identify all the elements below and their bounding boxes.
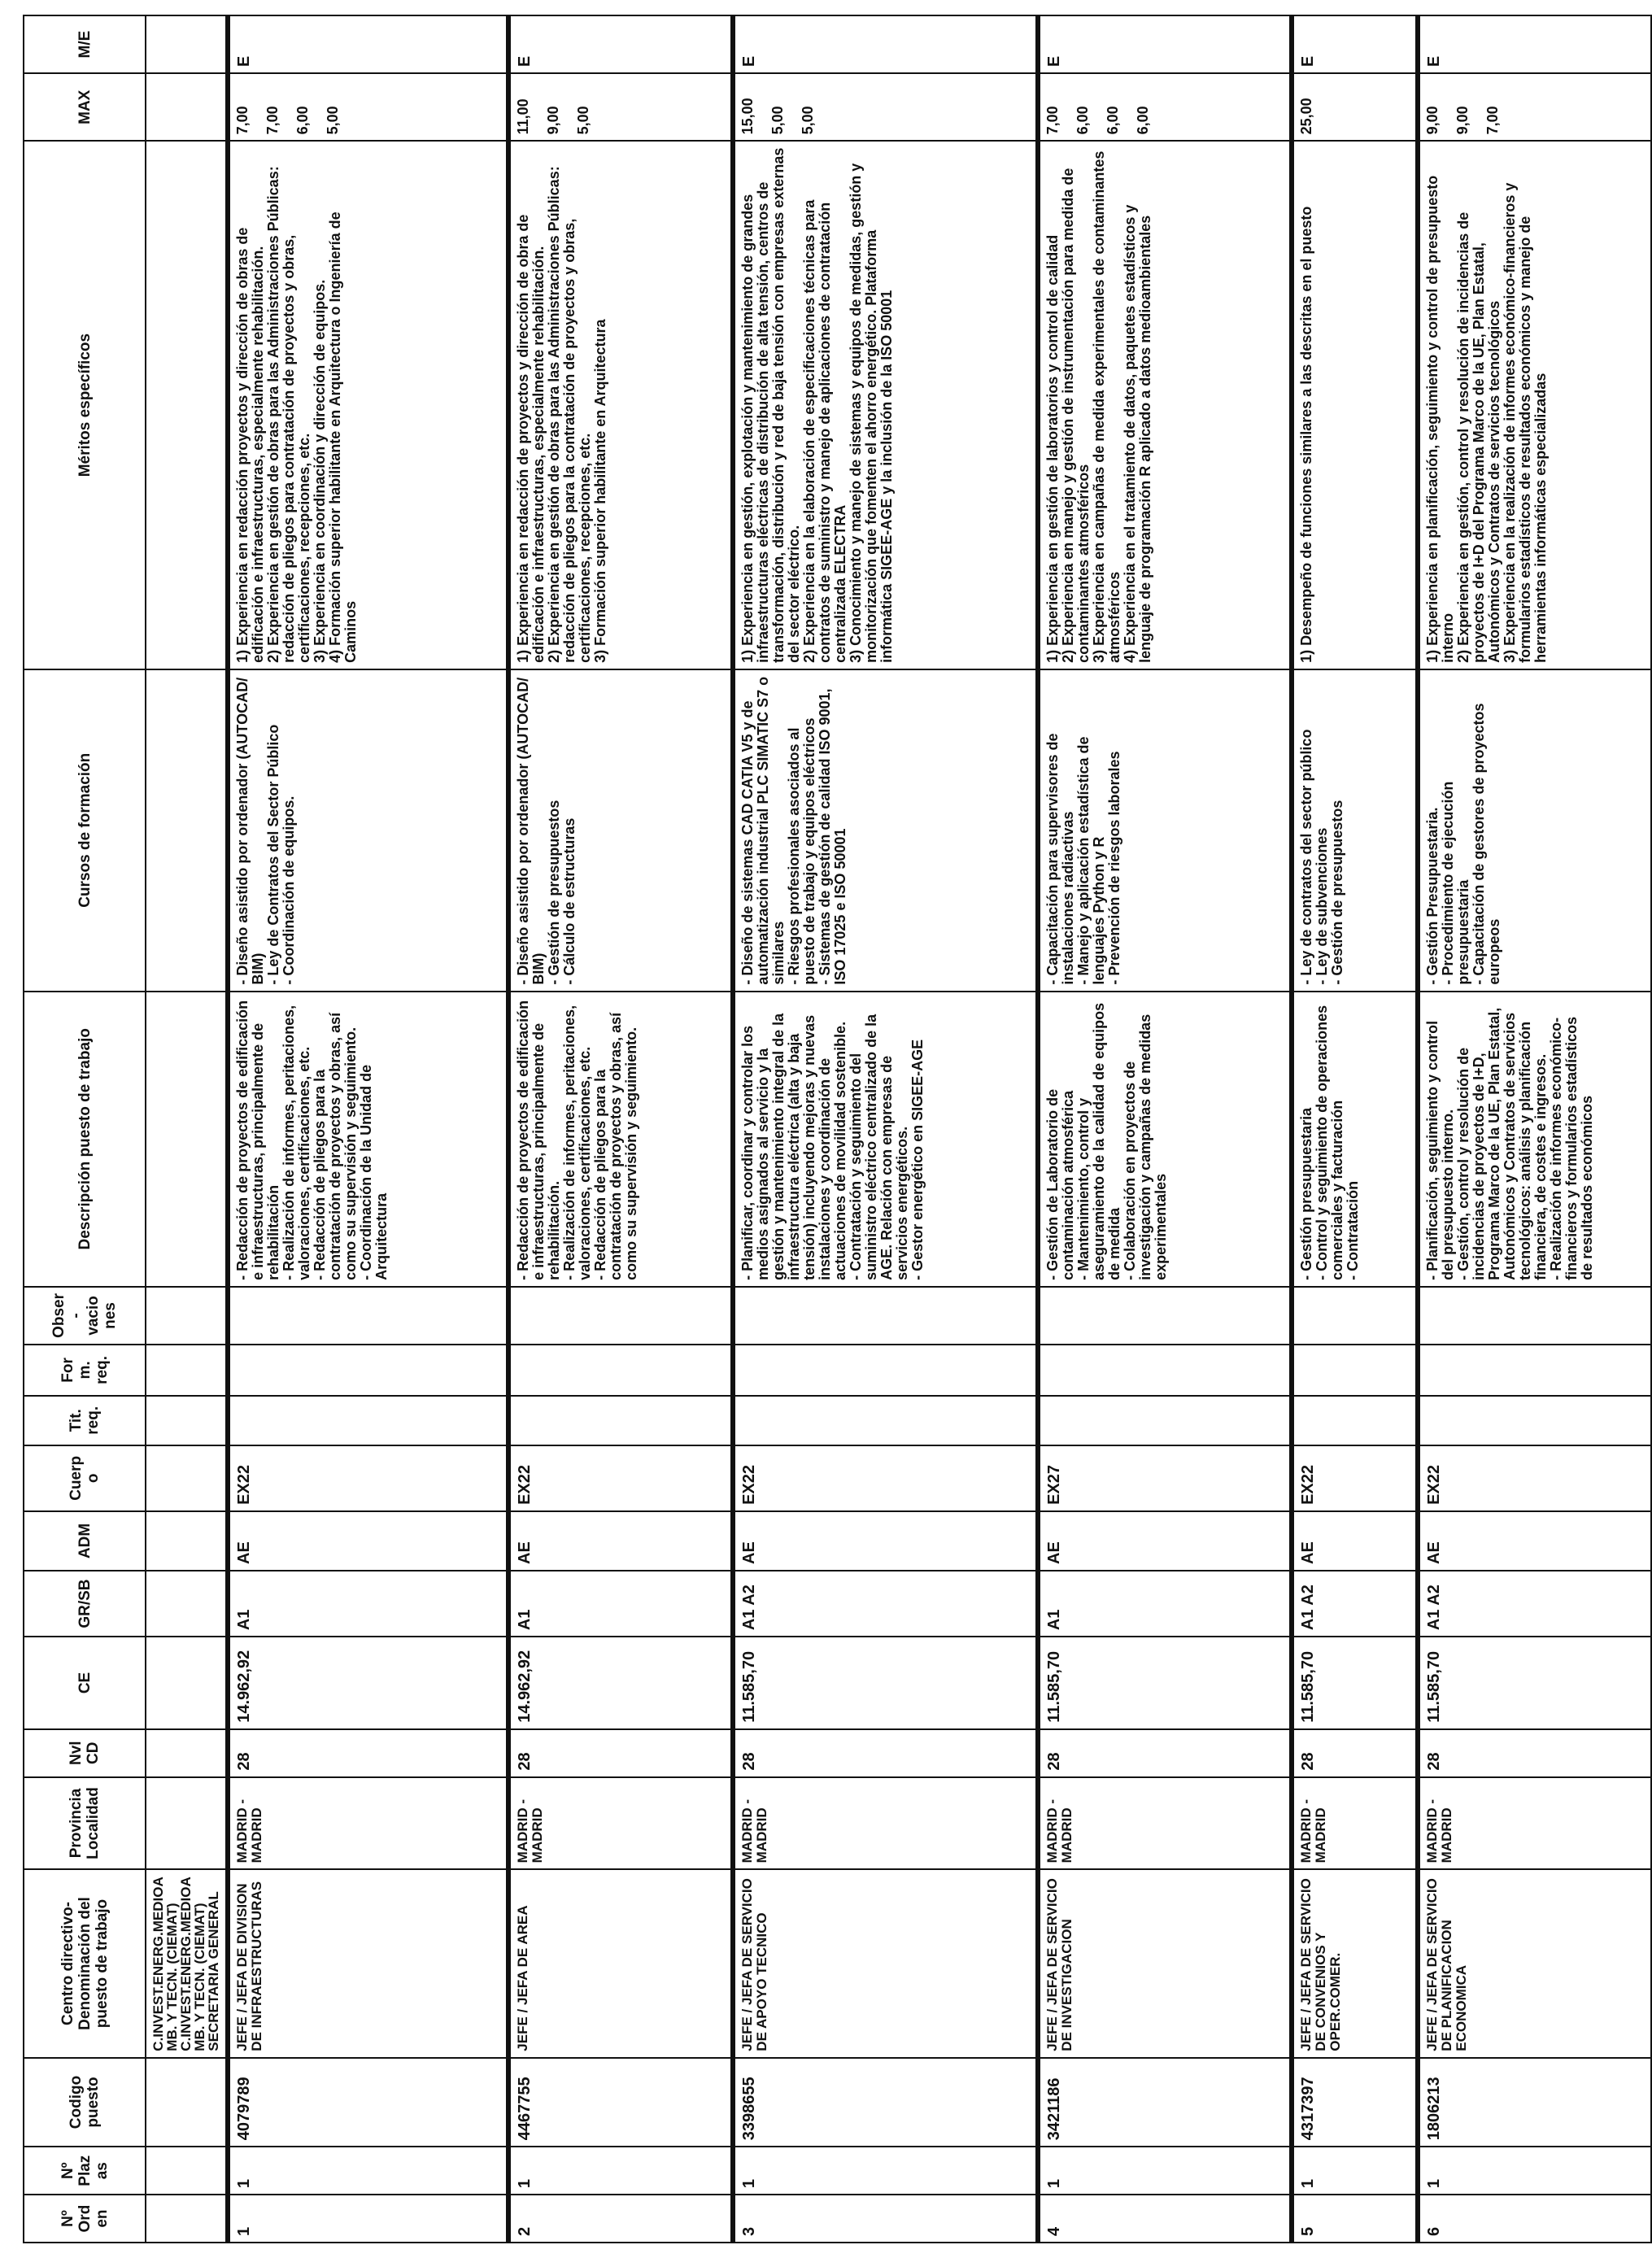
max-value: 6,00 (1105, 106, 1121, 135)
denominacion-cell: JEFE / JEFA DE AREA (508, 1869, 733, 2057)
merito-item: 3) Conocimiento y manejo de sistemas y equipos de medidas, gestión y monitorización que fomenten el ahorro energético. Plataforma informática SIGEE-AGE y la inclusión de la ISO 50001 (848, 163, 895, 663)
header-mve: M/E (24, 15, 146, 73)
merito-item: 1) Experiencia en redacción de proyectos y dirección de obra de edificación e infraestructuras, especialmente rehabilitación. (515, 214, 547, 663)
titulacion-cell (1418, 1396, 1651, 1445)
merito-item: 2) Experiencia en gestión, control y resolución de incidencias de proyectos de I+D del Programa Marco de la UE, Plan Estatal, Autonómicos y Contratos de servicios tecnológicos (1455, 211, 1502, 663)
max-value: 25,00 (1298, 98, 1314, 135)
merito-item: 1) Experiencia en redacción proyectos y dirección de obras de edificación e infraestructuras, especialmente rehabilitación. (234, 227, 266, 663)
ce-cell: 11.585,70 (1292, 1637, 1418, 1729)
titulacion-cell (1038, 1396, 1292, 1445)
meritos-cell (733, 141, 1038, 669)
max-cell (1292, 73, 1418, 141)
meritos-cell (508, 141, 733, 669)
puestos-table (23, 15, 1652, 2243)
header-row (24, 15, 146, 2243)
max-cell (228, 73, 508, 141)
cuerpo-cell: EX22 (1292, 1445, 1418, 1511)
max-value: 9,00 (545, 106, 561, 135)
descripcion-cell (508, 992, 733, 1287)
context-line-2: C.INVEST.ENERG.MEDIOAMB. Y TECN. (CIEMAT) (178, 1877, 207, 2051)
grupo-cell: A1 (228, 1571, 508, 1637)
ce-cell: 14.962,92 (228, 1637, 508, 1729)
plazas-cell: 1 (1418, 2147, 1651, 2195)
table-row (1418, 15, 1651, 2243)
merito-item: 4) Formación superior habilitante en Arquitectura o Ingeniería de Caminos (327, 211, 359, 663)
denominacion-cell: JEFE / JEFA DE SERVICIO DE APOYO TECNICO (733, 1869, 1038, 2057)
plazas-cell: 1 (733, 2147, 1038, 2195)
codigo-cell: 1806213 (1418, 2058, 1651, 2147)
cell (146, 2058, 228, 2147)
grupo-cell: A1 A2 (733, 1571, 1038, 1637)
nivel-cell: 28 (1292, 1729, 1418, 1777)
merito-item: 3) Experiencia en coordinación y dirección de equipos. (312, 279, 328, 663)
header-plazas: Nº Plazas (24, 2147, 146, 2195)
max-cell (508, 73, 733, 141)
merito-item: 3) Experiencia en campañas de medida experimentales de contaminantes atmosféricos (1091, 150, 1122, 663)
header-orden: Nº Orden (24, 2195, 146, 2243)
cell (146, 2195, 228, 2243)
descripcion-cell (1418, 992, 1651, 1287)
meritos-cell (228, 141, 508, 669)
merito-item: 3) Experiencia en la realización de informes económico-financieros y formularios estadísticos de resultados económicos y manejo de herramientas informáticas especializadas (1502, 182, 1549, 663)
descripcion-text: - Gestión presupuestaria - Control y seguimiento de operaciones comerciales y facturación - Contratación (1298, 1005, 1361, 1280)
adm-cell: AE (733, 1511, 1038, 1571)
codigo-cell: 3421186 (1038, 2058, 1292, 2147)
cuerpo-cell: EX22 (508, 1445, 733, 1511)
max-value: 7,00 (234, 106, 251, 135)
meritos-cell (1418, 141, 1651, 669)
plazas-cell: 1 (1038, 2147, 1292, 2195)
max-value: 5,00 (769, 106, 786, 135)
max-cell (733, 73, 1038, 141)
cell (146, 141, 228, 669)
merito-item: 2) Experiencia en gestión de obras para las Administraciones Públicas: redacción de pliegos para contratación de proyectos y obras, certificaciones, recepciones, etc. (265, 166, 312, 663)
nivel-cell: 28 (228, 1729, 508, 1777)
nivel-cell: 28 (733, 1729, 1038, 1777)
cell (146, 1729, 228, 1777)
cursos-cell (733, 669, 1038, 992)
merito-item: 2) Experiencia en la elaboración de especificaciones técnicas para contratos de suministro y manejo de aplicaciones de contratación centralizada ELECTRA (801, 199, 848, 663)
max-value: 5,00 (325, 106, 341, 135)
denominacion-cell: JEFE / JEFA DE SERVICIO DE PLANIFICACION ECONOMICA (1418, 1869, 1651, 2057)
header-cuerpo: Cuerpo (24, 1445, 146, 1511)
descripcion-text: - Planificar, coordinar y controlar los medios asignados al servicio y la gestión y mantenimiento integral de la infraestructura eléctrica (alta y baja tensión) incluyendo mejoras y nuevas instalaciones y coordinación de actuaciones de movilidad sostenible. - Contratación y seguimiento del suministro eléctrico centralizado de la AGE. Relación con empresas de servicios energéticos. - Gestor energético en SIGEE-AGE (739, 1013, 926, 1280)
observaciones-cell (508, 1287, 733, 1345)
table-row (1292, 15, 1418, 2243)
descripcion-cell (228, 992, 508, 1287)
denominacion-cell: JEFE / JEFA DE SERVICIO DE INVESTIGACION (1038, 1869, 1292, 2057)
mve-cell: E (508, 15, 733, 73)
descripcion-cell (1038, 992, 1292, 1287)
cell (146, 1396, 228, 1445)
orden-cell: 4 (1038, 2195, 1292, 2243)
merito-item: 2) Experiencia en gestión de obras para las Administraciones Públicas: redacción de pliegos para la contratación de proyectos y obras, certificaciones, recepciones, etc. (546, 166, 593, 663)
merito-item: 1) Experiencia en gestión de laboratorios y control de calidad (1044, 234, 1061, 663)
cell (146, 1287, 228, 1345)
descripcion-text: - Redacción de proyectos de edificación e infraestructuras, principalmente de rehabilitación. - Realización de informes, peritaciones, valoraciones, certificaciones, etc. - Redacción de pliegos para la contratación de proyectos y obras, así como su supervisión y seguimiento. (515, 1000, 639, 1280)
cell (146, 1571, 228, 1637)
plazas-cell: 1 (228, 2147, 508, 2195)
cursos-cell (1418, 669, 1651, 992)
codigo-cell: 4467755 (508, 2058, 733, 2147)
merito-item: 1) Desempeño de funciones similares a las descritas en el puesto (1298, 206, 1314, 663)
provincia-cell: MADRID - MADRID (733, 1777, 1038, 1870)
cuerpo-cell: EX22 (228, 1445, 508, 1511)
titulacion-cell (508, 1396, 733, 1445)
orden-cell: 3 (733, 2195, 1038, 2243)
max-value: 11,00 (515, 98, 531, 135)
titulacion-cell (1292, 1396, 1418, 1445)
header-ce: CE (24, 1637, 146, 1729)
codigo-cell: 4317397 (1292, 2058, 1418, 2147)
header-formacion: Form. req. (24, 1345, 146, 1396)
cursos-cell (228, 669, 508, 992)
nivel-cell: 28 (1418, 1729, 1651, 1777)
meritos-cell (1292, 141, 1418, 669)
titulacion-cell (228, 1396, 508, 1445)
header-codigo: Codigo puesto (24, 2058, 146, 2147)
cuerpo-cell: EX22 (733, 1445, 1038, 1511)
ce-cell: 11.585,70 (733, 1637, 1038, 1729)
observaciones-cell (228, 1287, 508, 1345)
cursos-cell (1038, 669, 1292, 992)
codigo-cell: 3398655 (733, 2058, 1038, 2147)
cursos-text: - Ley de contratos del sector público - Ley de subvenciones - Gestión de presupuestos (1298, 729, 1345, 985)
cell (146, 1511, 228, 1571)
header-provincia: Provincia Localidad (24, 1777, 146, 1870)
descripcion-text: - Planificación, seguimiento y control del presupuesto interno. - Gestión, control y resolución de incidencias de proyectos de I+D, Programa Marco de la UE, Plan Estatal, Autonómicos y Contratos de servicios tecnológicos: análisis y planificación financiera, de costes e ingresos. - Realización de informes económico-financieros y formularios estadísticos de resultados económicos (1424, 1007, 1595, 1280)
max-value: 7,00 (1484, 106, 1501, 135)
merito-item: 3) Formación superior habilitante en Arquitectura (592, 319, 608, 663)
table-row (228, 15, 508, 2243)
table-row (733, 15, 1038, 2243)
merito-item: 1) Experiencia en planificación, seguimiento y control de presupuesto interno (1424, 175, 1456, 663)
cursos-text: - Gestión Presupuestaria. - Procedimiento de ejecución presupuestaria - Capacitación de gestores de proyectos europeos (1424, 703, 1502, 985)
grupo-cell: A1 A2 (1418, 1571, 1651, 1637)
ce-cell: 11.585,70 (1038, 1637, 1292, 1729)
max-value: 6,00 (1074, 106, 1091, 135)
header-cursos: Cursos de formación (24, 669, 146, 992)
observaciones-cell (1418, 1287, 1651, 1345)
context-cell (146, 1869, 228, 2057)
formacion-cell (1418, 1345, 1651, 1396)
cell (146, 73, 228, 141)
adm-cell: AE (1038, 1511, 1292, 1571)
cell (146, 992, 228, 1287)
ce-cell: 11.585,70 (1418, 1637, 1651, 1729)
header-meritos: Méritos específicos (24, 141, 146, 669)
cursos-cell (1292, 669, 1418, 992)
observaciones-cell (733, 1287, 1038, 1345)
max-value: 6,00 (294, 106, 311, 135)
header-nivel: Nvl CD (24, 1729, 146, 1777)
header-titulacion: Tit. req. (24, 1396, 146, 1445)
cell (146, 1777, 228, 1870)
cursos-text: - Diseño asistido por ordenador (AUTOCAD/ BIM) - Ley de Contratos del Sector Público - Coordinación de equipos. (234, 677, 297, 985)
adm-cell: AE (508, 1511, 733, 1571)
formacion-cell (228, 1345, 508, 1396)
provincia-cell: MADRID - MADRID (1038, 1777, 1292, 1870)
header-descripcion: Descripción puesto de trabajo (24, 992, 146, 1287)
provincia-cell: MADRID - MADRID (1418, 1777, 1651, 1870)
cuerpo-cell: EX27 (1038, 1445, 1292, 1511)
cell (146, 1637, 228, 1729)
mve-cell: E (228, 15, 508, 73)
header-grupo: GR/SB (24, 1571, 146, 1637)
header-centro: Centro directivo- Denominación del puesto de trabajo (24, 1869, 146, 2057)
context-row (146, 15, 228, 2243)
titulacion-cell (733, 1396, 1038, 1445)
max-cell (1038, 73, 1292, 141)
descripcion-cell (1292, 992, 1418, 1287)
adm-cell: AE (1292, 1511, 1418, 1571)
cell (146, 669, 228, 992)
provincia-cell: MADRID - MADRID (1292, 1777, 1418, 1870)
plazas-cell: 1 (1292, 2147, 1418, 2195)
grupo-cell: A1 A2 (1292, 1571, 1418, 1637)
orden-cell: 6 (1418, 2195, 1651, 2243)
max-value: 7,00 (1044, 106, 1061, 135)
max-value: 5,00 (800, 106, 816, 135)
descripcion-text: - Redacción de proyectos de edificación e infraestructuras, principalmente de rehabilitación - Realización de informes, peritaciones, valoraciones, certificaciones, etc. - Redacción de pliegos para la contratación de proyectos y obras, así como su supervisión y seguimiento. - Coordinación de la Unidad de Arquitectura (234, 1000, 390, 1280)
nivel-cell: 28 (1038, 1729, 1292, 1777)
provincia-cell: MADRID - MADRID (228, 1777, 508, 1870)
cell (146, 1445, 228, 1511)
header-observaciones: Obser- vaciones (24, 1287, 146, 1345)
orden-cell: 1 (228, 2195, 508, 2243)
mve-cell: E (1292, 15, 1418, 73)
rotated-table-container (23, 15, 1595, 2243)
cursos-text: - Capacitación para supervisores de instalaciones radiactivas - Manejo y aplicación estadística de lenguajes Python y R - Prevención de riesgos laborales (1044, 733, 1122, 985)
meritos-cell (1038, 141, 1292, 669)
cursos-text: - Diseño de sistemas CAD CATIA V5 y de automatización industrial PLC SIMATIC S7 o similares - Riesgos profesionales asociados al puesto de trabajo y equipos eléctricos - Sistemas de gestión de calidad ISO 9001, ISO 17025 e ISO 50001 (739, 676, 848, 985)
cuerpo-cell: EX22 (1418, 1445, 1651, 1511)
header-adm: ADM (24, 1511, 146, 1571)
context-line-3: SECRETARIA GENERAL (206, 1891, 221, 2051)
observaciones-cell (1292, 1287, 1418, 1345)
adm-cell: AE (228, 1511, 508, 1571)
mve-cell: E (733, 15, 1038, 73)
max-cell (1418, 73, 1651, 141)
table-row (508, 15, 733, 2243)
context-line-1: C.INVEST.ENERG.MEDIOAMB. Y TECN. (CIEMAT) (150, 1877, 180, 2051)
cell (146, 2147, 228, 2195)
rows-body (228, 15, 1651, 2243)
formacion-cell (1038, 1345, 1292, 1396)
table-row (1038, 15, 1292, 2243)
max-value: 6,00 (1135, 106, 1151, 135)
orden-cell: 5 (1292, 2195, 1418, 2243)
adm-cell: AE (1418, 1511, 1651, 1571)
max-value: 7,00 (264, 106, 281, 135)
max-value: 9,00 (1424, 106, 1441, 135)
cursos-text: - Diseño asistido por ordenador (AUTOCAD/ BIM) - Gestión de presupuestos - Cálculo de estructuras (515, 677, 578, 985)
cursos-cell (508, 669, 733, 992)
ce-cell: 14.962,92 (508, 1637, 733, 1729)
max-value: 5,00 (575, 106, 591, 135)
nivel-cell: 28 (508, 1729, 733, 1777)
cell (146, 1345, 228, 1396)
header-max: MAX (24, 73, 146, 141)
denominacion-cell: JEFE / JEFA DE SERVICIO DE CONVENIOS Y OPER.COMER. (1292, 1869, 1418, 2057)
descripcion-cell (733, 992, 1038, 1287)
max-value: 15,00 (739, 98, 756, 135)
merito-item: 1) Experiencia en gestión, explotación y mantenimiento de grandes infraestructuras eléctricas de distribución de alta tensión, centros de transformación, distribución y red de baja tensión con empresas externas del sector eléctrico. (739, 147, 802, 663)
denominacion-cell: JEFE / JEFA DE DIVISION DE INFRAESTRUCTURAS (228, 1869, 508, 2057)
grupo-cell: A1 (508, 1571, 733, 1637)
formacion-cell (733, 1345, 1038, 1396)
formacion-cell (1292, 1345, 1418, 1396)
mve-cell: E (1418, 15, 1651, 73)
provincia-cell: MADRID - MADRID (508, 1777, 733, 1870)
observaciones-cell (1038, 1287, 1292, 1345)
plazas-cell: 1 (508, 2147, 733, 2195)
codigo-cell: 4079789 (228, 2058, 508, 2147)
formacion-cell (508, 1345, 733, 1396)
max-value: 9,00 (1454, 106, 1471, 135)
orden-cell: 2 (508, 2195, 733, 2243)
merito-item: 4) Experiencia en el tratamiento de datos, paquetes estadísticos y lenguaje de programación R aplicado a datos medioambientales (1122, 204, 1153, 663)
cell (146, 15, 228, 73)
grupo-cell: A1 (1038, 1571, 1292, 1637)
merito-item: 2) Experiencia en manejo y gestión de instrumentación para medida de contaminantes atmosféricos (1060, 168, 1092, 663)
mve-cell: E (1038, 15, 1292, 73)
descripcion-text: - Gestión de Laboratorio de contaminación atmosférica - Mantenimiento, control y aseguramiento de la calidad de equipos de medida - Colaboración en proyectos de investigación y campañas de medidas experimentales (1044, 1002, 1169, 1280)
